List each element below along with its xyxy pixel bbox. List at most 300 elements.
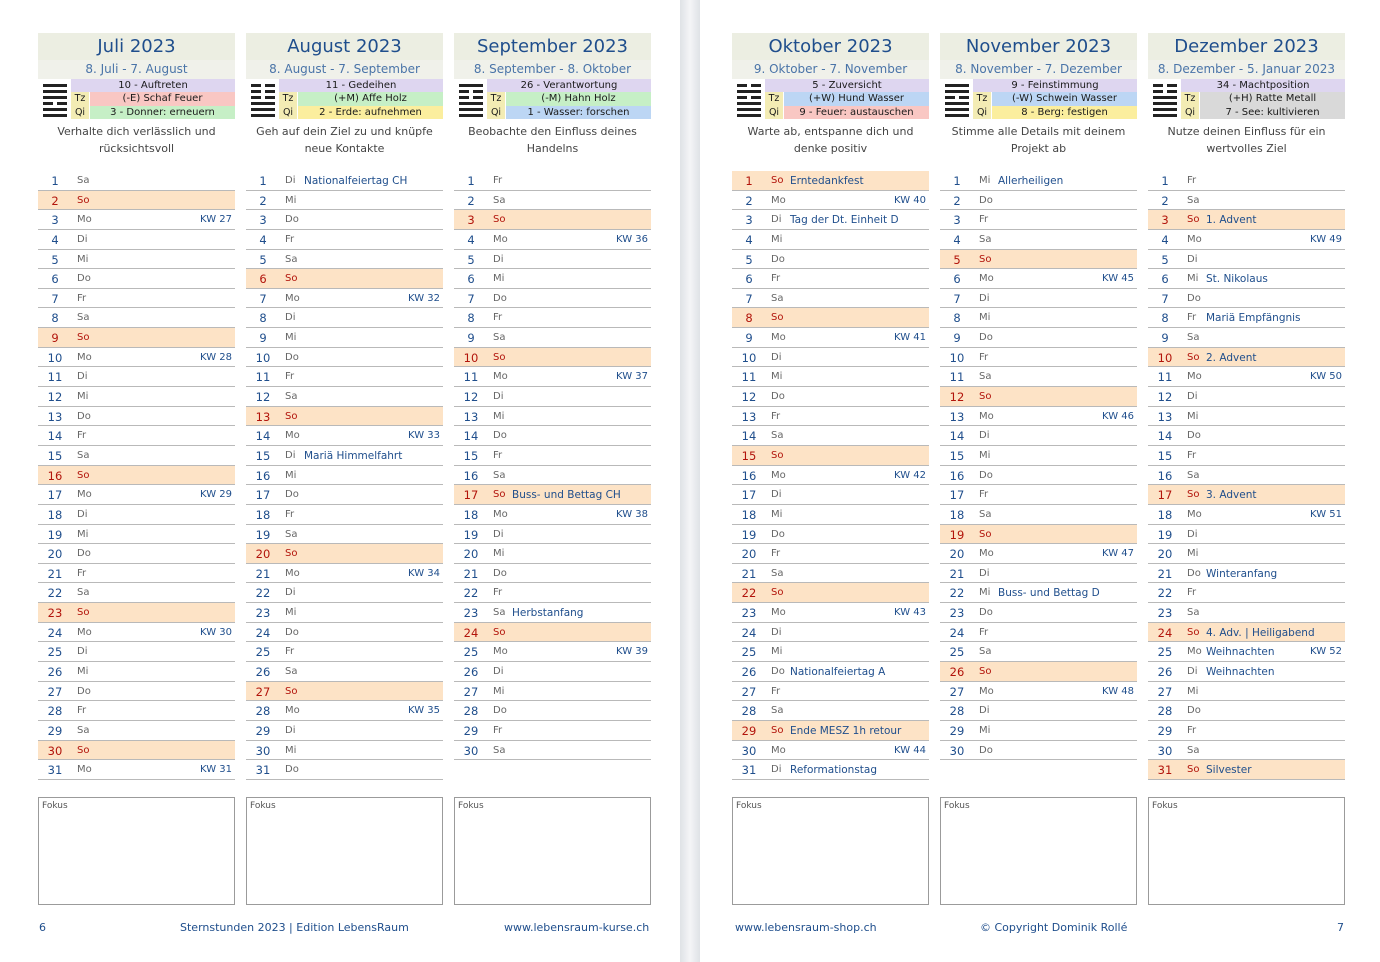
yang-line [251,114,275,117]
weekday-label: Sa [285,528,298,540]
day-number: 19 [255,527,271,542]
weekday-label: Do [77,273,91,285]
day-row [454,210,651,230]
day-row [38,250,235,270]
day-row [454,171,651,191]
weekday-label: Fr [1187,587,1197,599]
weekday-label: Do [979,607,993,619]
day-number: 17 [741,488,757,503]
weekday-label: So [979,391,992,403]
qi-value: 1 - Wasser: forschen [506,106,651,119]
day-row [732,682,929,702]
day-number: 14 [741,429,757,444]
weekday-label: Sa [1187,469,1200,481]
day-row [38,544,235,564]
day-row [246,682,443,702]
day-number: 11 [463,370,479,385]
day-number: 24 [1157,625,1173,640]
day-row [1148,466,1345,486]
day-row [940,446,1137,466]
weekday-label: Mi [979,587,991,599]
weekday-label: Sa [771,292,784,304]
weekday-label: Di [1187,391,1198,403]
month-date-range: 8. August - 7. September [246,60,443,79]
day-row [246,525,443,545]
day-note: Mariä Himmelfahrt [304,449,403,462]
weekday-label: So [285,273,298,285]
day-note: Ende MESZ 1h retour [790,724,902,737]
week-number: KW 52 [1310,646,1342,658]
hexagram-name: 5 - Zuversicht [765,79,929,92]
weekday-label: Sa [493,194,506,206]
weekday-label: Di [285,449,296,461]
day-number: 31 [741,763,757,778]
day-number: 28 [47,704,63,719]
weekday-label: Mi [979,312,991,324]
day-row [732,426,929,446]
day-row [38,760,235,780]
day-number: 22 [1157,586,1173,601]
weekday-label: Fr [285,233,295,245]
weekday-label: Di [285,724,296,736]
day-note: Buss- und Bettag D [998,587,1100,600]
weekday-label: So [771,449,784,461]
week-number: KW 42 [894,469,926,481]
day-row [38,603,235,623]
weekday-label: Fr [77,705,87,717]
day-number: 8 [1161,311,1169,326]
qi-value: 7 - See: kultivieren [1200,106,1345,119]
weekday-label: Di [771,764,782,776]
day-number: 17 [47,488,63,503]
weekday-label: Fr [285,508,295,520]
day-number: 16 [47,468,63,483]
day-number: 22 [949,586,965,601]
day-row [732,662,929,682]
day-number: 21 [949,566,965,581]
yin-line [1153,84,1163,87]
day-number: 2 [51,193,59,208]
weekday-label: Fr [285,646,295,658]
week-number: KW 41 [894,332,926,344]
day-row [732,210,929,230]
day-number: 13 [949,409,965,424]
weekday-label: Do [493,705,507,717]
hexagram-info [973,79,1137,119]
day-row [1148,210,1345,230]
day-number: 28 [1157,704,1173,719]
weekday-label: Mi [771,508,783,520]
tz-tag: Tz [279,92,297,105]
day-row [732,250,929,270]
tz-row [973,92,1137,105]
day-number: 14 [255,429,271,444]
day-number: 6 [1161,272,1169,287]
hexagram-icon [251,82,275,117]
weekday-label: Mo [1187,646,1202,658]
day-number: 20 [47,547,63,562]
weekday-label: Sa [493,469,506,481]
day-row [454,230,651,250]
day-number: 23 [741,606,757,621]
yin-line [459,96,469,99]
day-note: Tag der Dt. Einheit D [790,214,899,227]
weekday-label: Sa [771,567,784,579]
tz-tag: Tz [765,92,783,105]
day-row [732,583,929,603]
day-number: 13 [1157,409,1173,424]
qi-tag: Qi [71,106,89,119]
day-number: 20 [949,547,965,562]
day-note: Buss- und Bettag CH [512,489,621,502]
day-row [732,603,929,623]
day-number: 17 [255,488,271,503]
day-number: 4 [259,232,267,247]
yin-line [1153,90,1163,93]
day-row [940,466,1137,486]
day-number: 26 [255,665,271,680]
weekday-label: Fr [493,449,503,461]
hexagram-name: 26 - Verantwortung [487,79,651,92]
yin-line [251,90,261,93]
yang-line [43,96,67,99]
day-row [732,564,929,584]
hexagram-icon [945,82,969,117]
weekday-label: So [77,469,90,481]
yang-line [737,102,761,105]
day-number: 3 [51,213,59,228]
day-number: 3 [953,213,961,228]
day-row [454,662,651,682]
weekday-label: Mi [493,548,505,560]
day-list [246,171,443,780]
yang-line [737,90,761,93]
day-number: 29 [949,723,965,738]
day-row [1148,583,1345,603]
month-column [1148,33,1345,811]
weekday-label: Do [771,391,785,403]
day-number: 6 [51,272,59,287]
day-row [1148,682,1345,702]
day-number: 15 [949,448,965,463]
day-row [1148,269,1345,289]
day-row [38,328,235,348]
weekday-label: Fr [979,626,989,638]
day-row [732,760,929,780]
day-number: 7 [259,291,267,306]
hexagram-info [765,79,929,119]
weekday-label: So [979,666,992,678]
weekday-label: Sa [1187,607,1200,619]
day-row [454,682,651,702]
day-row [38,230,235,250]
day-row [940,250,1137,270]
week-number: KW 47 [1102,548,1134,560]
focus-box[interactable] [38,797,235,905]
focus-label: Fokus [944,801,970,811]
day-row [940,603,1137,623]
month-motto: Verhalte dich verlässlich und rücksichtsvoll [57,125,216,155]
day-list [454,171,651,760]
week-number: KW 46 [1102,410,1134,422]
day-row [1148,701,1345,721]
weekday-label: Sa [979,371,992,383]
hexagram-icon [1153,82,1177,117]
weekday-label: Mo [771,194,786,206]
yin-line [265,84,275,87]
qi-row [1181,106,1345,119]
month-title: August 2023 [246,33,443,60]
day-row [454,289,651,309]
day-row [940,407,1137,427]
weekday-label: Do [493,292,507,304]
yang-line [1153,114,1177,117]
yang-line [43,84,67,87]
day-row [246,701,443,721]
weekday-label: Do [77,548,91,560]
weekday-label: So [285,410,298,422]
weekday-label: Mi [1187,685,1199,697]
day-row [246,328,443,348]
week-number: KW 29 [200,489,232,501]
day-number: 15 [1157,448,1173,463]
weekday-label: Fr [1187,449,1197,461]
day-row [732,544,929,564]
day-row [246,250,443,270]
day-note: 4. Adv. | Heiligabend [1206,626,1315,639]
qi-value: 2 - Erde: aufnehmen [298,106,443,119]
week-number: KW 38 [616,508,648,520]
day-list [38,171,235,780]
page-gutter [680,0,700,962]
day-number: 28 [463,704,479,719]
day-row [1148,446,1345,466]
day-row [1148,525,1345,545]
day-number: 11 [949,370,965,385]
day-number: 9 [745,331,753,346]
day-number: 25 [1157,645,1173,660]
day-row [732,367,929,387]
day-number: 27 [463,684,479,699]
focus-box[interactable] [940,797,1137,905]
weekday-label: So [1187,351,1200,363]
week-number: KW 48 [1102,685,1134,697]
day-number: 13 [47,409,63,424]
day-number: 21 [463,566,479,581]
weekday-label: So [493,214,506,226]
weekday-label: Do [285,764,299,776]
weekday-label: Do [285,351,299,363]
day-row [454,328,651,348]
day-row [1148,407,1345,427]
day-number: 4 [745,232,753,247]
weekday-label: Mi [285,744,297,756]
day-number: 12 [741,390,757,405]
day-note: St. Nikolaus [1206,273,1268,286]
hexagram-box [732,79,929,121]
day-row [1148,662,1345,682]
yang-line [459,108,483,111]
day-number: 20 [741,547,757,562]
footer-link[interactable]: www.lebensraum-kurse.ch [504,921,650,934]
yin-line [459,90,469,93]
day-number: 16 [255,468,271,483]
week-number: KW 39 [616,646,648,658]
day-row [38,269,235,289]
weekday-label: Sa [493,744,506,756]
hexagram-box [454,79,651,121]
day-number: 8 [953,311,961,326]
weekday-label: So [1187,764,1200,776]
day-number: 26 [949,665,965,680]
day-number: 9 [51,331,59,346]
day-list [1148,171,1345,780]
day-number: 7 [467,291,475,306]
day-number: 12 [949,390,965,405]
yang-line [251,108,275,111]
day-number: 30 [1157,743,1173,758]
weekday-label: Sa [979,233,992,245]
yin-line [251,84,261,87]
weekday-label: Fr [979,214,989,226]
weekday-label: Di [77,371,88,383]
hexagram-icon [459,82,483,117]
day-row [940,701,1137,721]
weekday-label: Mo [493,233,508,245]
yang-line [43,114,67,117]
day-row [246,387,443,407]
day-number: 30 [949,743,965,758]
weekday-label: Mo [77,214,92,226]
weekday-label: Di [285,175,296,186]
day-row [454,642,651,662]
tz-tag: Tz [487,92,505,105]
day-number: 8 [51,311,59,326]
day-row [1148,328,1345,348]
day-note: Reformationstag [790,764,877,777]
week-number: KW 28 [200,351,232,363]
day-row [732,328,929,348]
day-row [732,505,929,525]
weekday-label: Fr [771,273,781,285]
weekday-label: Fr [771,548,781,560]
weekday-label: Fr [771,410,781,422]
day-note: Weihnachten [1206,666,1275,679]
weekday-label: So [771,724,784,736]
day-row [246,583,443,603]
day-row [38,741,235,761]
week-number: KW 33 [408,430,440,442]
day-row [246,269,443,289]
weekday-label: So [285,685,298,697]
qi-row [973,106,1137,119]
hexagram-info [279,79,443,119]
day-row [454,466,651,486]
day-number: 10 [741,350,757,365]
focus-box[interactable] [1148,797,1345,905]
weekday-label: So [493,489,506,501]
day-number: 19 [949,527,965,542]
weekday-label: Fr [979,489,989,501]
weekday-label: Mi [771,233,783,245]
day-row [732,642,929,662]
day-row [940,191,1137,211]
weekday-label: Mi [979,449,991,461]
weekday-label: Do [285,489,299,501]
weekday-label: Di [771,489,782,501]
day-number: 17 [463,488,479,503]
weekday-label: Sa [77,449,90,461]
day-row [940,171,1137,191]
month-title: September 2023 [454,33,651,60]
weekday-label: So [1187,489,1200,501]
day-row [38,171,235,191]
day-number: 7 [745,291,753,306]
week-number: KW 35 [408,705,440,717]
qi-tag: Qi [765,106,783,119]
weekday-label: Mo [979,410,994,422]
day-row [1148,171,1345,191]
day-row [454,741,651,761]
tz-value: (-M) Hahn Holz [506,92,651,105]
tz-row [279,92,443,105]
weekday-label: Fr [493,724,503,736]
qi-value: 8 - Berg: festigen [992,106,1137,119]
day-row [454,701,651,721]
day-number: 17 [1157,488,1173,503]
weekday-label: Di [1187,666,1198,678]
tz-value: (+H) Ratte Metall [1200,92,1345,105]
day-number: 27 [741,684,757,699]
focus-box[interactable] [732,797,929,905]
day-number: 31 [255,763,271,778]
day-number: 7 [51,291,59,306]
weekday-label: Di [979,705,990,717]
focus-box[interactable] [246,797,443,905]
day-row [940,721,1137,741]
day-number: 21 [741,566,757,581]
day-row [940,544,1137,564]
yin-line [43,102,53,105]
footer-link[interactable]: www.lebensraum-shop.ch [735,921,877,934]
day-number: 31 [47,763,63,778]
day-number: 22 [463,586,479,601]
day-number: 25 [47,645,63,660]
day-row [732,348,929,368]
day-row [246,191,443,211]
day-row [246,544,443,564]
day-row [732,171,929,191]
day-row [940,210,1137,230]
weekday-label: Fr [285,371,295,383]
day-number: 14 [47,429,63,444]
hexagram-name: 10 - Auftreten [71,79,235,92]
month-date-range: 8. November - 7. Dezember [940,60,1137,79]
day-row [940,328,1137,348]
week-number: KW 40 [894,194,926,206]
week-number: KW 27 [200,214,232,226]
hexagram-box [38,79,235,121]
day-number: 22 [255,586,271,601]
weekday-label: Di [77,646,88,658]
weekday-label: Sa [771,430,784,442]
weekday-label: Mo [285,567,300,579]
focus-box[interactable] [454,797,651,905]
day-row [940,426,1137,446]
day-row [38,701,235,721]
day-row [732,269,929,289]
yang-line [43,90,67,93]
